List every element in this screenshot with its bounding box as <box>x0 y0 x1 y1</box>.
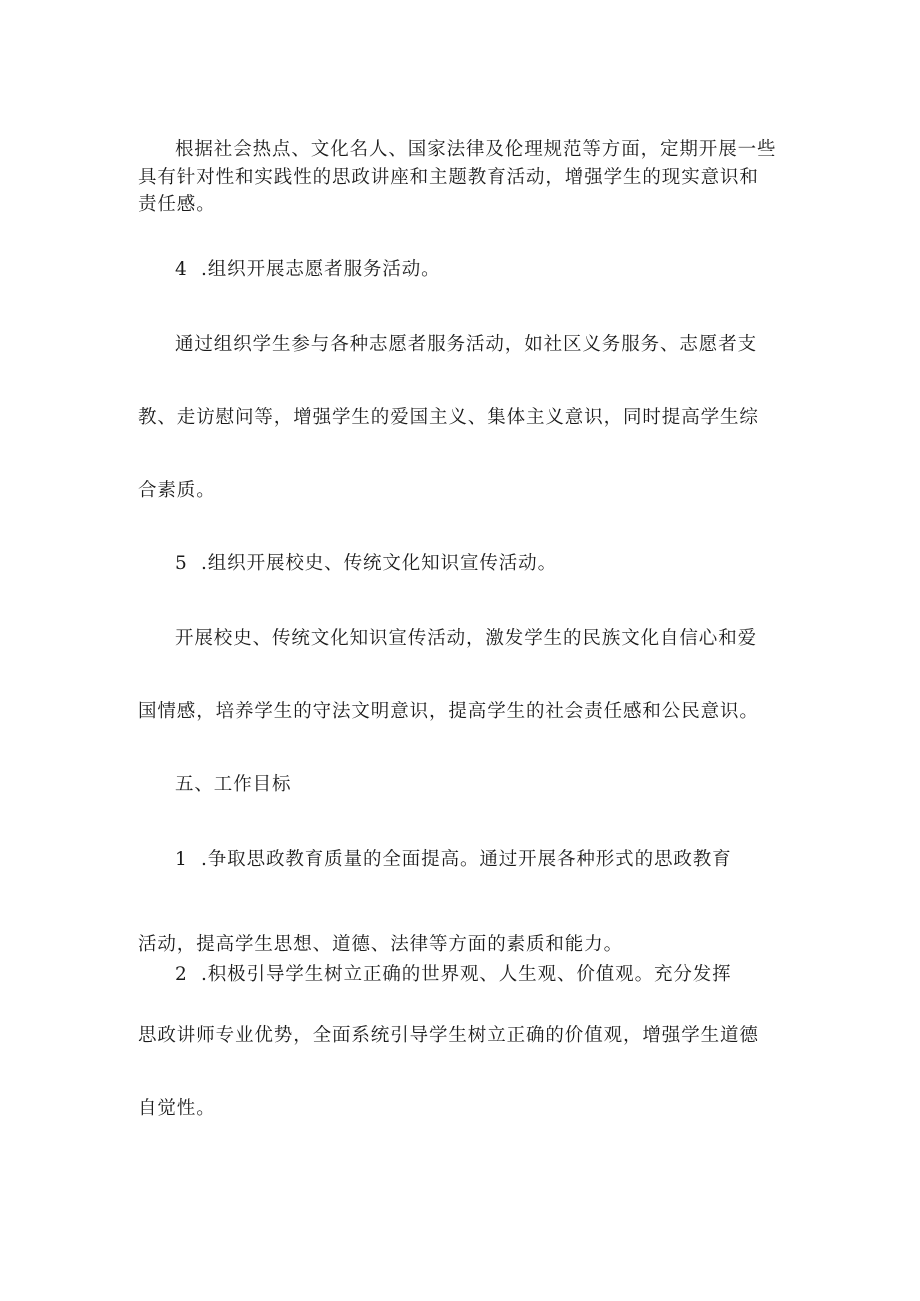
paragraph-line: 活动，提高学生思想、道德、法律等方面的素质和能力。 <box>138 934 624 955</box>
goal-item-1 <box>175 847 732 873</box>
paragraph-line: 国情感，培养学生的守法文明意识，提高学生的社会责任感和公民意识。 <box>138 701 759 722</box>
list-item-text: .组织开展志愿者服务活动。 <box>201 259 441 280</box>
paragraph-line: 自觉性。 <box>138 1098 216 1119</box>
list-item-5 <box>175 551 557 577</box>
paragraph-line: 通过组织学生参与各种志愿者服务活动，如社区义务服务、志愿者支 <box>175 334 758 355</box>
paragraph-line: 具有针对性和实践性的思政讲座和主题教育活动，增强学生的现实意识和 <box>138 167 759 188</box>
paragraph-line: 责任感。 <box>138 194 216 215</box>
paragraph-line: 思政讲师专业优势，全面系统引导学生树立正确的价值观，增强学生道德 <box>138 1025 759 1046</box>
list-number: 2 <box>175 964 188 985</box>
section-heading: 五、工作目标 <box>175 774 292 795</box>
paragraph-line: 开展校史、传统文化知识宣传活动，激发学生的民族文化自信心和爱 <box>175 628 758 649</box>
goal-item-2 <box>175 962 732 988</box>
list-number: 1 <box>175 849 188 870</box>
paragraph-line: 根据社会热点、文化名人、国家法律及伦理规范等方面，定期开展一些 <box>175 139 777 160</box>
list-number: 4 <box>175 259 188 280</box>
list-item-text: .积极引导学生树立正确的世界观、人生观、价值观。充分发挥 <box>201 964 732 985</box>
list-number: 5 <box>175 553 188 574</box>
list-item-text: .争取思政教育质量的全面提高。通过开展各种形式的思政教育 <box>201 849 732 870</box>
list-item-text: .组织开展校史、传统文化知识宣传活动。 <box>201 553 557 574</box>
list-item-4 <box>175 257 441 283</box>
paragraph-line: 教、走访慰问等，增强学生的爱国主义、集体主义意识，同时提高学生综 <box>138 407 759 428</box>
paragraph-line: 合素质。 <box>138 480 216 501</box>
